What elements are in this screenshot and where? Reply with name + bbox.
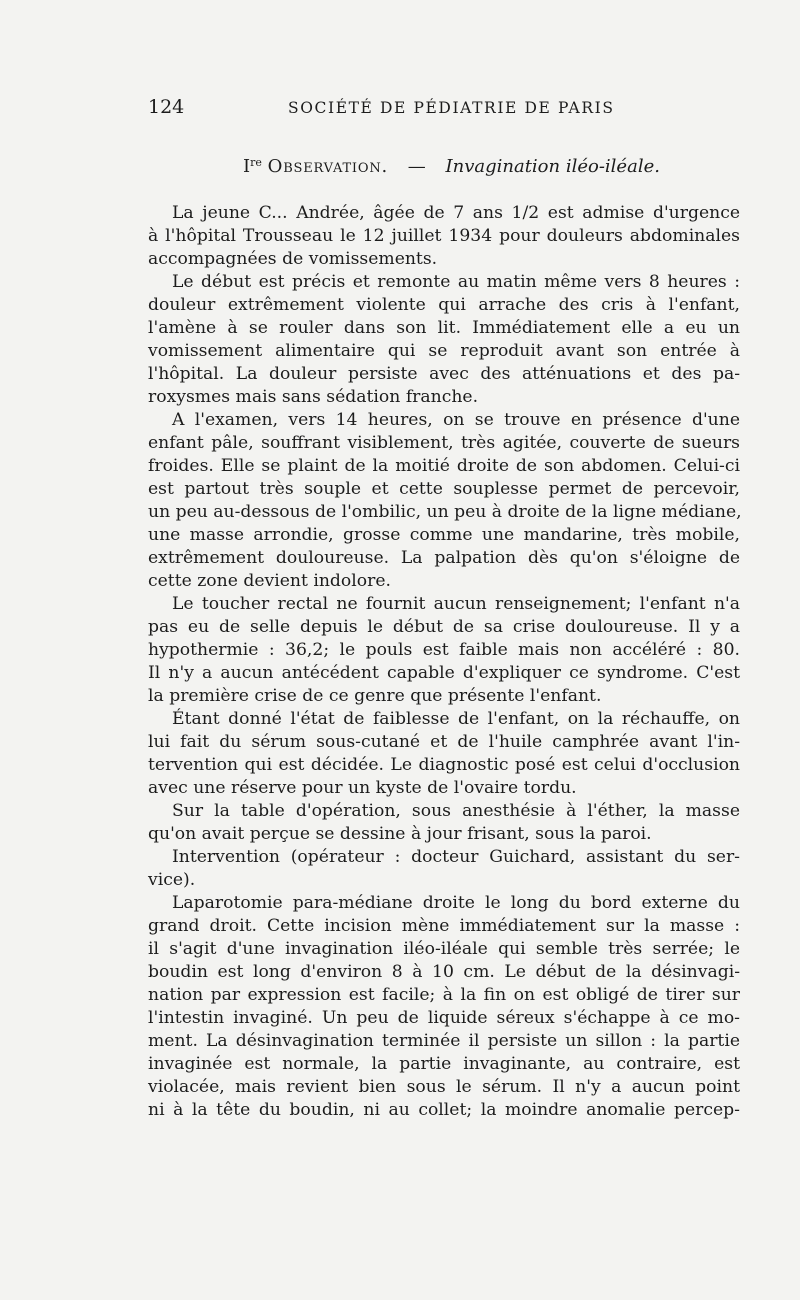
text-line: est partout très souple et cette souplesse permet de percevoir, [148,479,740,499]
text-line: vice). [148,870,196,890]
running-head [148,96,740,120]
text-line: Il n'y a aucun antécédent capable d'expliquer ce syndrome. C'est [148,663,740,683]
text-line: Le début est précis et remonte au matin même vers 8 heures : [172,272,740,292]
text-line: l'intestin invaginé. Un peu de liquide séreux s'échappe à ce mo- [148,1008,740,1028]
text-line: roxysmes mais sans sédation franche. [148,387,479,407]
text-line: accompagnées de vomissements. [148,249,438,269]
text-line: invaginée est normale, la partie invaginante, au contraire, est [148,1054,740,1074]
text-line: à l'hôpital Trousseau le 12 juillet 1934 pour douleurs abdominales [148,226,740,246]
text-line: lui fait du sérum sous-cutané et de l'huile camphrée avant l'in- [148,732,740,752]
text-line: pas eu de selle depuis le début de sa crise douloureuse. Il y a [148,617,740,637]
text-line: douleur extrêmement violente qui arrache des cris à l'enfant, [148,295,740,315]
text-line: ment. La désinvagination terminée il persiste un sillon : la partie [148,1031,740,1051]
text-line: la première crise de ce genre que présente l'enfant. [148,686,602,706]
text-line: boudin est long d'environ 8 à 10 cm. Le début de la désinvagi- [148,962,740,982]
text-line: violacée, mais revient bien sous le sérum. Il n'y a aucun point [148,1077,740,1097]
text-line: Laparotomie para-médiane droite le long du bord externe du [172,893,740,913]
text-line: il s'agit d'une invagination iléo-iléale qui semble très serrée; le [148,939,740,959]
running-title: SOCIÉTÉ DE PÉDIATRIE DE PARIS [288,99,615,117]
text-line: tervention qui est décidée. Le diagnostic posé est celui d'occlusion [148,755,740,775]
body-text [148,202,740,1122]
text-line: A l'examen, vers 14 heures, on se trouve en présence d'une [172,410,740,430]
text-line: hypothermie : 36,2; le pouls est faible mais non accéléré : 80. [148,640,740,660]
text-line: avec une réserve pour un kyste de l'ovaire tordu. [148,778,577,798]
text-line: Sur la table d'opération, sous anesthésie à l'éther, la masse [172,801,740,821]
text-line: froides. Elle se plaint de la moitié droite de son abdomen. Celui-ci [148,456,740,476]
text-line: l'hôpital. La douleur persiste avec des atténuations et des pa- [148,364,740,384]
text-line: La jeune C... Andrée, âgée de 7 ans 1/2 est admise d'urgence [172,203,740,223]
text-line: une masse arrondie, grosse comme une mandarine, très mobile, [148,525,740,545]
text-line: Le toucher rectal ne fournit aucun renseignement; l'enfant n'a [172,594,740,614]
text-line: l'amène à se rouler dans son lit. Immédiatement elle a eu un [148,318,740,338]
page-number: 124 [148,96,185,118]
observation-heading [243,156,660,177]
observation-superscript: re [250,156,262,169]
text-line: Étant donné l'état de faiblesse de l'enfant, on la réchauffe, on [172,709,740,729]
text-line: un peu au-dessous de l'ombilic, un peu à droite de la ligne médiane, [148,502,742,522]
text-line: nation par expression est facile; à la fin on est obligé de tirer sur [148,985,740,1005]
text-line: qu'on avait perçue se dessine à jour frisant, sous la paroi. [148,824,652,844]
text-line: ni à la tête du boudin, ni au collet; la moindre anomalie percep- [148,1100,740,1120]
text-line: cette zone devient indolore. [148,571,391,591]
observation-title: Invagination iléo-iléale. [445,156,660,177]
observation-label: Observation. [267,156,389,177]
text-line: Intervention (opérateur : docteur Guichard, assistant du ser- [172,847,740,867]
text-line: enfant pâle, souffrant visiblement, très agitée, couverte de sueurs [148,433,740,453]
observation-dash: — [407,156,426,177]
text-line: vomissement alimentaire qui se reproduit avant son entrée à [148,341,740,361]
observation-numeral: I [243,156,251,177]
text-line: extrêmement douloureuse. La palpation dès qu'on s'éloigne de [148,548,740,568]
text-line: grand droit. Cette incision mène immédiatement sur la masse : [148,916,740,936]
